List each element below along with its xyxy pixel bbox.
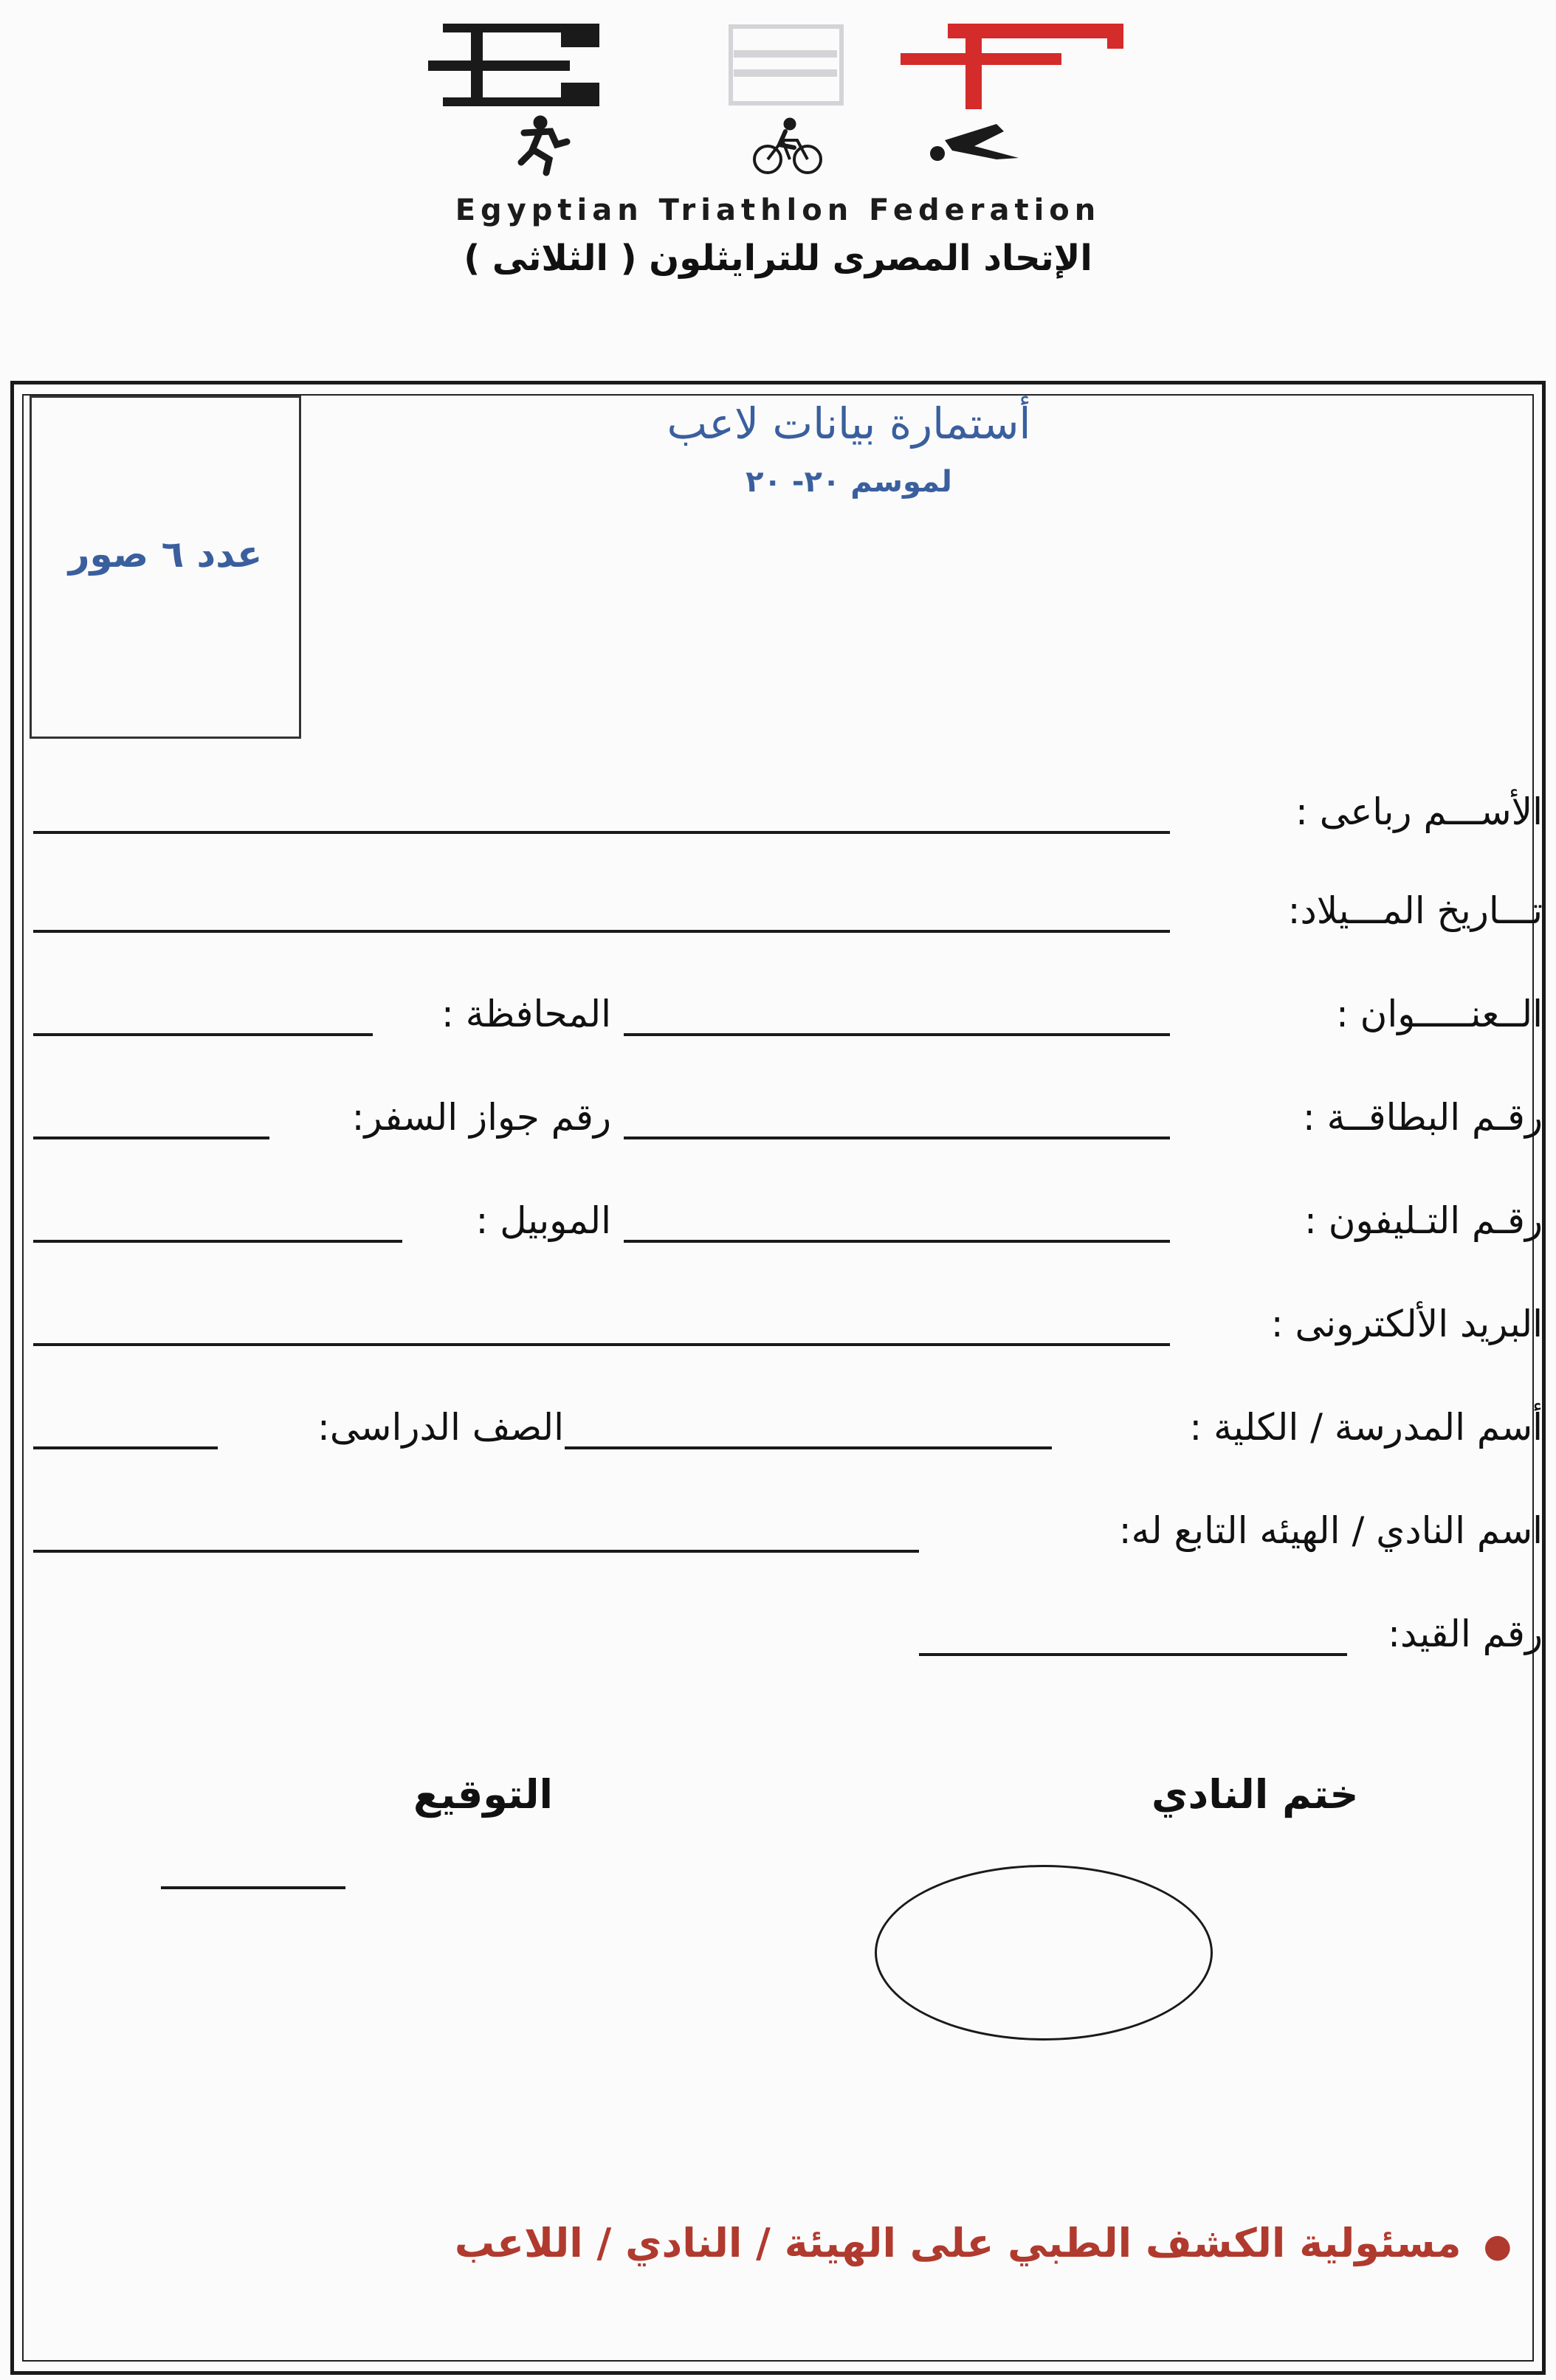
federation-logo [428,15,1137,192]
photo-count-label: عدد ٦ صور [68,533,263,576]
address-label: الــعنـــــوان : [1335,993,1543,1035]
registration-number-line[interactable] [919,1653,1347,1656]
running-icon [521,116,567,173]
signature-label: التوقيع [413,1771,553,1818]
field-row-school [33,1398,1543,1457]
passport-number-line[interactable] [33,1136,269,1139]
phone-line[interactable] [624,1240,1170,1243]
full-name-label: الأســـم رباعى : [1295,790,1543,833]
birth-date-line[interactable] [33,930,1170,933]
letterhead [0,0,1556,369]
school-label: أسم المدرسة / الكلية : [1189,1406,1543,1449]
federation-name-arabic: الإتحاد المصرى للترايثلون ( الثلاثى ) [464,238,1092,279]
field-row-email [33,1294,1543,1353]
photo-box [30,396,301,739]
form-season: لموسم ٢٠- ٢٠ [746,465,952,499]
field-row-address [33,984,1543,1044]
email-label: البريد الألكترونى : [1270,1303,1543,1345]
registration-number-label: رقم القيد: [1388,1612,1543,1655]
swimming-icon [930,124,1019,161]
birth-date-label: تـــاريخ المـــيلاد: [1287,889,1543,932]
field-row-phone [33,1191,1543,1250]
mobile-label: الموبيل : [475,1199,611,1242]
passport-number-label: رقم جواز السفر: [351,1096,611,1139]
grade-label: الصف الدراسى: [317,1406,564,1449]
id-number-line[interactable] [624,1136,1170,1139]
club-line[interactable] [33,1550,919,1553]
medical-responsibility-note [455,2220,1512,2266]
field-row-birth-date [33,881,1543,940]
school-line[interactable] [565,1446,1052,1449]
club-stamp-label: ختم النادي [1151,1771,1359,1818]
logo-letter-f [901,24,1123,109]
field-row-registration-number [33,1604,1543,1663]
mobile-line[interactable] [33,1240,402,1243]
club-label: اسم النادي / الهيئه التابع له: [1118,1509,1543,1552]
cycling-icon [754,118,821,173]
form-title: أستمارة بيانات لاعب [667,399,1031,449]
medical-responsibility-text: مسئولية الكشف الطبي على الهيئة / النادي / اللاعب [454,2220,1462,2266]
full-name-line[interactable] [33,831,1170,834]
field-row-full-name [33,782,1543,841]
signature-line[interactable] [161,1886,345,1889]
bullet-icon: ● [1483,2227,1512,2265]
logo-letter-e [428,24,599,106]
federation-name-english: Egyptian Triathlon Federation [455,193,1101,227]
id-number-label: رقـم البطاقــة : [1302,1096,1543,1139]
club-stamp-oval [875,1865,1213,2041]
governorate-line[interactable] [33,1033,373,1036]
field-row-id-number [33,1088,1543,1147]
phone-label: رقـم التـليفون : [1304,1199,1543,1242]
logo-letter-middle [731,27,841,103]
federation-logo-graphic [428,15,1137,192]
email-line[interactable] [33,1343,1170,1346]
field-row-club [33,1501,1543,1560]
governorate-label: المحافظة : [441,993,611,1035]
grade-line[interactable] [33,1446,218,1449]
address-line[interactable] [624,1033,1170,1036]
